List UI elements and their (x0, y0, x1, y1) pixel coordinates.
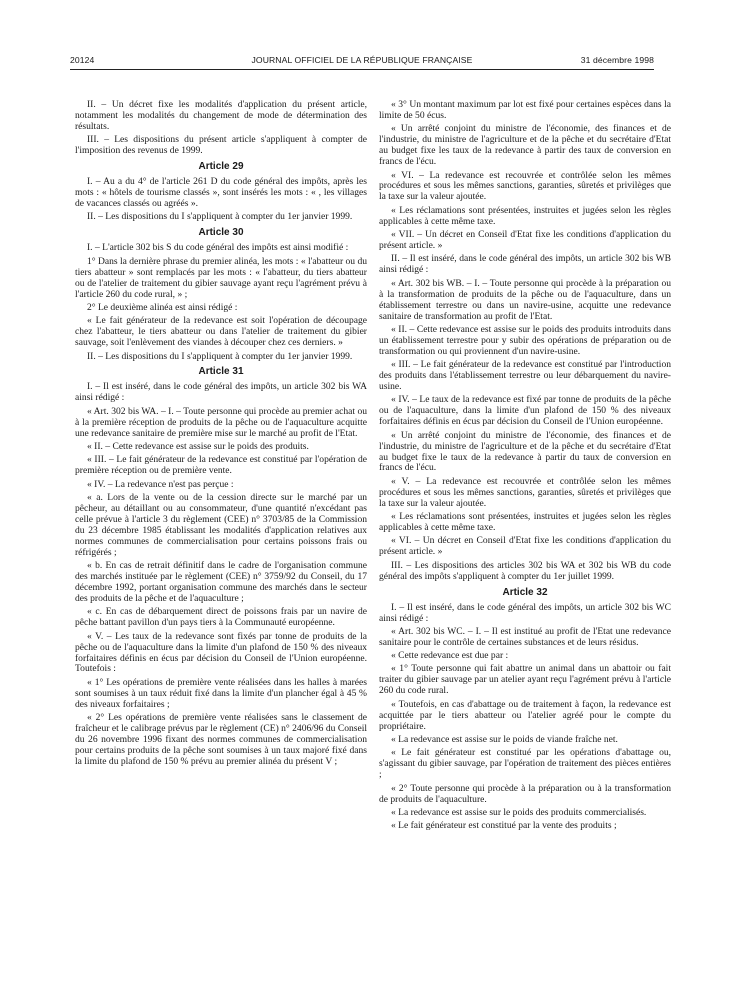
header-rule (70, 69, 654, 70)
paragraph: « III. – Le fait générateur de la redevance est constitué par l'introduction des produits dans l'établissement terrestre ou leur débarquement du navire-usine. (379, 359, 671, 392)
paragraph: « Un arrêté conjoint du ministre de l'économie, des finances et de l'industrie, du ministre de l'agriculture et de la pêche et du secrétaire d'Etat au budget fixe les taux de la redevance à partir des taux de conversion en francs de l'écu. (379, 123, 671, 168)
paragraph: « VII. – Un décret en Conseil d'Etat fixe les conditions d'application du présent article. » (379, 229, 671, 251)
paragraph: « c. En cas de débarquement direct de poissons frais par un navire de pêche battant pavillon d'un pays tiers à la Communauté européenne. (75, 606, 367, 629)
paragraph: « Le fait générateur est constitué par la vente des produits ; (391, 820, 617, 832)
paragraph: « Le fait générateur de la redevance est soit l'opération de découpage chez l'abatteur, le tiers abatteur ou dans l'atelier de traitement du gibier sauvage, soit l'enlèvement des viandes à découper chez ces derniers. » (75, 315, 367, 349)
paragraph: « IV. – La redevance n'est pas perçue : (87, 478, 234, 490)
paragraph: 2° Le deuxième alinéa est ainsi rédigé : (87, 301, 238, 313)
article-heading: Article 31 (198, 366, 244, 378)
paragraph: « La redevance est assise sur le poids de viande fraîche net. (391, 733, 618, 745)
paragraph: I. – L'article 302 bis S du code général des impôts est ainsi modifié : (87, 242, 349, 254)
paragraph: « Art. 302 bis WA. – I. – Toute personne qui procède au premier achat ou à la première réception de produits de la pêche ou de l'aquaculture acquitte une redevance sanitaire de première mise sur le marché au profit de l'Etat. (75, 405, 367, 439)
paragraph: « Les réclamations sont présentées, instruites et jugées selon les règles applicables à cette même taxe. (379, 204, 671, 227)
paragraph: 1° Dans la dernière phrase du premier alinéa, les mots : « l'abatteur ou du tiers abatteur » sont remplacés par les mots : « l'abatteur, du tiers abatteur ou de l'atelier de traitement du gibier sauvage ayant reçu l'agrément prévu à l'article 260 du code rural, » ; (75, 255, 367, 300)
paragraph: III. – Les dispositions du présent article s'appliquent à compter de l'imposition des revenus de 1999. (75, 134, 367, 157)
paragraph: « Les réclamations sont présentées, instruites et jugées selon les règles applicables à cette même taxe. (379, 511, 671, 533)
paragraph: « La redevance est assise sur le poids des produits commercialisés. (391, 806, 647, 818)
paragraph: I. – Au a du 4° de l'article 261 D du code général des impôts, après les mots : « hôtels de tourisme classés », sont insérés les mots : « , les villages de vacances classés ou agréés ». (75, 176, 367, 210)
paragraph: « Art. 302 bis WC. – I. – Il est institué au profit de l'Etat une redevance sanitaire pour le contrôle de certaines substances et de leurs résidus. (379, 625, 671, 648)
paragraph: « 3° Un montant maximum par lot est fixé pour certaines espèces dans la limite de 50 écus. (379, 99, 671, 121)
paragraph: « 1° Les opérations de première vente réalisées dans les halles à marées sont soumises à un taux réduit fixé dans la limite d'un plancher égal à 45 % des niveaux forfaitaires ; (75, 676, 367, 710)
paragraph: « a. Lors de la vente ou de la cession directe sur le marché par un pêcheur, au détaillant ou au consommateur, d'une quantité n'excédant pas celle prévue à l'article 3 du règlement (CEE) n° 3703/85 de la Commission du 23 décembre 1985 établissant les modalités d'application relatives aux normes communes de commercialisation pour certains poissons frais ou réfrigérés ; (75, 491, 367, 558)
paragraph: II. – Il est inséré, dans le code général des impôts, un article 302 bis WB ainsi rédigé : (379, 253, 671, 276)
paragraph: « b. En cas de retrait définitif dans le cadre de l'organisation commune des marchés instituée par le règlement (CEE) n° 3759/92 du Conseil, du 17 décembre 1992, portant organisation commune des marchés dans le secteur des produits de la pêche et de l'aquaculture ; (75, 560, 367, 604)
paragraph: « 1° Toute personne qui fait abattre un animal dans un abattoir ou fait traiter du gibier sauvage par un atelier ayant reçu l'agrément prévu à l'article 260 du code rural. (379, 663, 671, 697)
paragraph: « 2° Les opérations de première vente réalisées sans le classement de fraîcheur et le calibrage prévus par le règlement (CE) n° 2406/96 du Conseil du 26 novembre 1996 fixant des normes communes de commercialisation pour certains produits de la pêche sont soumises à un taux majoré fixé dans la limite du plafond de 150 % prévu au premier alinéa du présent V ; (75, 712, 367, 767)
paragraph: I. – Il est inséré, dans le code général des impôts, un article 302 bis WA ainsi rédigé : (75, 381, 367, 404)
paragraph: « Toutefois, en cas d'abattage ou de traitement à façon, la redevance est acquittée par le tiers abatteur ou l'atelier agréé pour le compte du propriétaire. (379, 698, 671, 732)
paragraph: « Le fait générateur est constitué par les opérations d'abattage ou, s'agissant du gibier sauvage, par l'opération de traitement des pièces entières ; (379, 747, 671, 781)
paragraph: II. – Les dispositions du I s'appliquent à compter du 1er janvier 1999. (87, 211, 353, 223)
paragraph: « V. – La redevance est recouvrée et contrôlée selon les mêmes procédures et sous les mêmes sanctions, garanties, sûretés et privilèges que la taxe sur la valeur ajoutée. (379, 475, 671, 509)
journal-title: JOURNAL OFFICIEL DE LA RÉPUBLIQUE FRANÇAISE (251, 55, 473, 65)
left-column (75, 100, 367, 770)
right-column (379, 100, 671, 835)
paragraph: « II. – Cette redevance est assise sur le poids des produits introduits dans un établissement terrestre pour y subir des opérations de préparation ou de transformation ou qui proviennent d'un navire-usine. (379, 323, 671, 357)
paragraph: II. – Les dispositions du I s'appliquent à compter du 1er janvier 1999. (87, 350, 353, 362)
page-header (70, 55, 654, 69)
paragraph: « IV. – Le taux de la redevance est fixé par tonne de produits de la pêche ou de l'aquaculture, dans la limite d'un plafond de 150 % des niveaux forfaitaires définis en écus par décision du Conseil de l'Union européenne. (379, 394, 671, 428)
paragraph: I. – Il est inséré, dans le code général des impôts, un article 302 bis WC ainsi rédigé : (379, 601, 671, 624)
paragraph: « Art. 302 bis WB. – I. – Toute personne qui procède à la préparation ou à la transformation de produits de la pêche ou de l'aquaculture, dans un établissement terrestre ou dans un navire-usine, acquitte une redevance sanitaire de transformation au profit de l'Etat. (379, 277, 671, 322)
paragraph: « VI. – Un décret en Conseil d'Etat fixe les conditions d'application du présent article. » (379, 535, 671, 558)
issue-date: 31 décembre 1998 (580, 55, 654, 65)
page-number: 20124 (70, 55, 95, 65)
paragraph: « Cette redevance est due par : (391, 650, 509, 662)
paragraph: « II. – Cette redevance est assise sur le poids des produits. (87, 441, 309, 452)
article-heading: Article 32 (502, 586, 548, 598)
paragraph: « III. – Le fait générateur de la redevance est constitué par l'opération de première réception ou de première vente. (75, 454, 367, 477)
paragraph: « 2° Toute personne qui procède à la préparation ou à la transformation de produits de l'aquaculture. (379, 782, 671, 805)
article-heading: Article 29 (198, 161, 244, 173)
paragraph: III. – Les dispositions des articles 302 bis WA et 302 bis WB du code général des impôts s'appliquent à compter du 1er juillet 1999. (379, 559, 671, 582)
paragraph: II. – Un décret fixe les modalités d'application du présent article, notamment les modalités du changement de mode de détermination des résultats. (75, 99, 367, 132)
paragraph: « Un arrêté conjoint du ministre de l'économie, des finances et de l'industrie, du ministre de l'agriculture et de la pêche et du secrétaire d'Etat au budget fixe le taux de la redevance à partir du taux de conversion en francs de l'écu. (379, 429, 671, 474)
paragraph: « VI. – La redevance est recouvrée et contrôlée selon les mêmes procédures et sous les mêmes sanctions, garanties, sûretés et privilèges que la taxe sur la valeur ajoutée. (379, 169, 671, 203)
paragraph: « V. – Les taux de la redevance sont fixés par tonne de produits de la pêche ou de l'aquaculture dans la limite d'un plafond de 150 % des niveaux forfaitaires définis en écus par décision du Conseil de l'Union européenne. Toutefois : (75, 630, 367, 675)
article-heading: Article 30 (198, 227, 244, 239)
